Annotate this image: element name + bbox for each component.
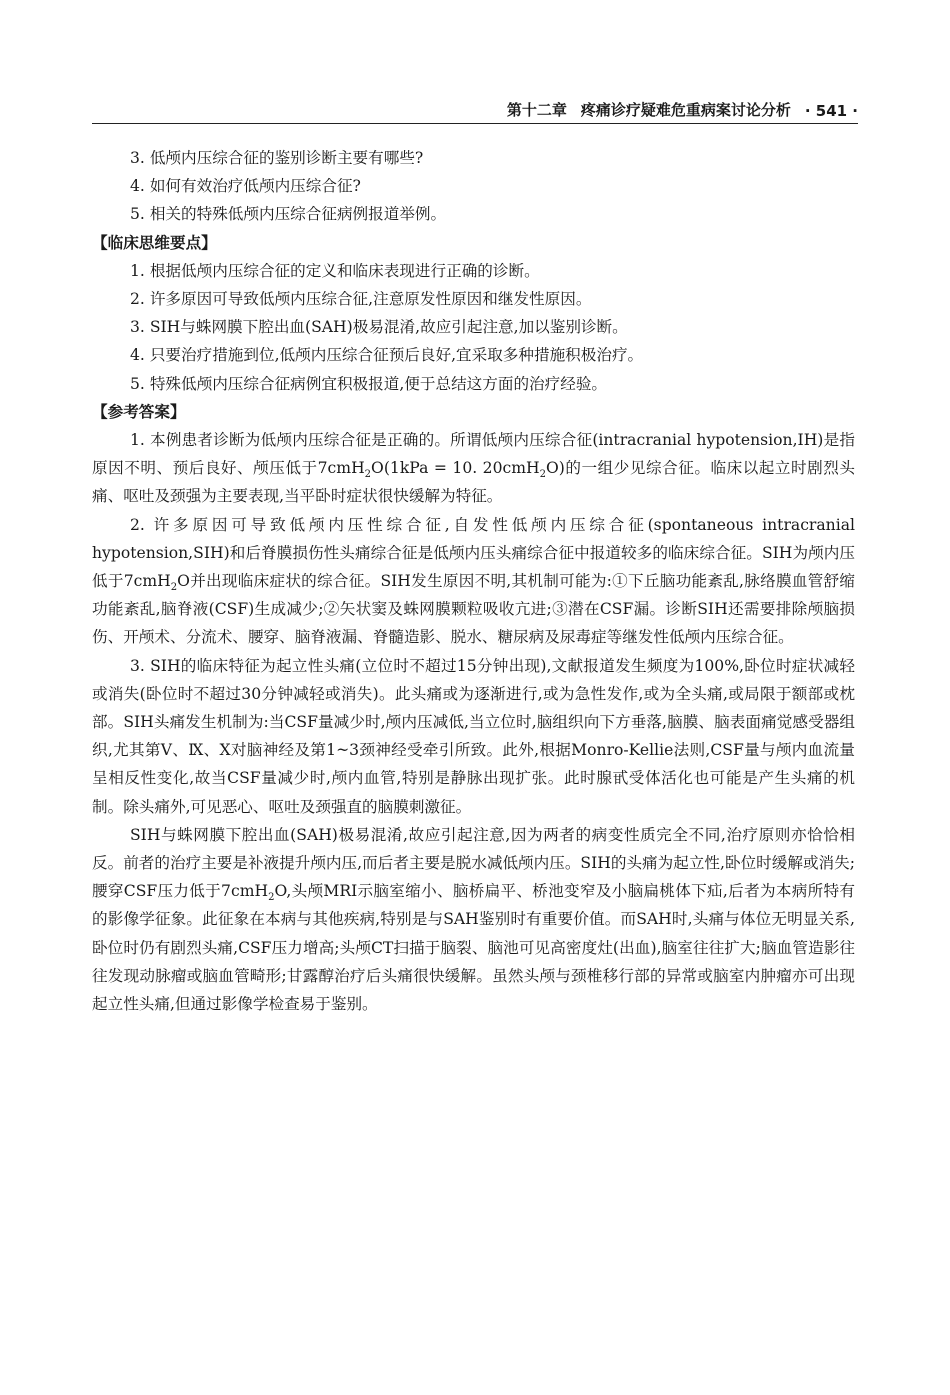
answer-paragraph-4: [92, 821, 855, 1018]
subscript: 2: [539, 469, 547, 481]
text-run: 1. 本例患者诊断为低颅内压综合征是正确的。所谓低颅内压综合征(intracranial hypotension,IH)是指原因不明、预后良好、颅压低于7cmH: [92, 431, 855, 478]
answer-paragraph-2: [92, 511, 855, 652]
question-item: 3. 低颅内压综合征的鉴别诊断主要有哪些?: [130, 149, 424, 167]
running-header: [92, 98, 858, 124]
reference-answer-heading: 【参考答案】: [92, 402, 186, 421]
subscript: 2: [364, 469, 372, 481]
thinking-point: 2. 许多原因可导致低颅内压综合征,注意原发性原因和继发性原因。: [130, 290, 592, 309]
thinking-point: 1. 根据低颅内压综合征的定义和临床表现进行正确的诊断。: [130, 261, 540, 280]
thinking-point: 4. 只要治疗措施到位,低颅内压综合征预后良好,宜采取多种措施积极治疗。: [130, 346, 644, 365]
page-body: [92, 144, 855, 1018]
page-number: · 541 ·: [804, 102, 858, 120]
chapter-title: 疼痛诊疗疑难危重病案讨论分析: [580, 101, 791, 119]
thinking-point: 3. SIH与蛛网膜下腔出血(SAH)极易混淆,故应引起注意,加以鉴别诊断。: [130, 318, 628, 337]
text-run: SIH与蛛网膜下腔出血(SAH)极易混淆,故应引起注意,因为两者的病变性质完全不同,治疗原则亦恰恰相反。前者的治疗主要是补液提升颅内压,而后者主要是脱水减低颅内压。SIH的头痛为起立性,卧位时缓解或消失;腰穿CSF压力低于7cmH: [92, 825, 855, 901]
chapter-label: 第十二章: [506, 101, 567, 119]
text-run: O(1kPa = 10. 20cmH: [371, 459, 540, 478]
answer-paragraph-1: [92, 426, 855, 511]
subscript: 2: [268, 892, 275, 904]
text-run: O,头颅MRI示脑室缩小、脑桥扁平、桥池变窄及小脑扁桃体下疝,后者为本病所特有的影像学征象。此征象在本病与其他疾病,特别是与SAH鉴别时有重要价值。而SAH时,头痛与体位无明显关系,卧位时仍有剧烈头痛,CSF压力增高;头颅CT扫描于脑裂、脑池可见高密度灶(出血),脑室往往扩大;脑血管造影往往发现动脉瘤或脑血管畸形;甘露醇治疗后头痛很快缓解。虽然头颅与颈椎移行部的异常或脑室内肿瘤亦可出现起立性头痛,但通过影像学检查易于鉴别。: [92, 882, 855, 1014]
text-run: O并出现临床症状的综合征。SIH发生原因不明,其机制可能为:①下丘脑功能紊乱,脉络膜血管舒缩功能紊乱,脑脊液(CSF)生成减少;②矢状窦及蛛网膜颗粒吸收亢进;③潜在CSF漏。诊断SIH还需要排除颅脑损伤、开颅术、分流术、腰穿、脑脊液漏、脊髓造影、脱水、糖尿病及尿毒症等继发性低颅内压综合征。: [92, 572, 855, 647]
thinking-point: 5. 特殊低颅内压综合征病例宜积极报道,便于总结这方面的治疗经验。: [130, 374, 608, 393]
answer-paragraph-3: 3. SIH的临床特征为起立性头痛(立位时不超过15分钟出现),文献报道发生频度为100%,卧位时症状减轻或消失(卧位时不超过30分钟减轻或消失)。此头痛或为逐渐进行,或为急性发作,或为全头痛,或局限于额部或枕部。SIH头痛发生机制为:当CSF量减少时,颅内压减低,当立位时,脑组织向下方垂落,脑膜、脑表面痛觉感受器组织,尤其第Ⅴ、Ⅸ、Ⅹ对脑神经及第1~3颈神经受牵引所致。此外,根据Monro-Kellie法则,CSF量与颅内血流量呈相反性变化,故当CSF量减少时,颅内血管,特别是静脉出现扩张。此时腺甙受体活化也可能是产生头痛的机制。除头痛外,可见恶心、呕吐及颈强直的脑膜刺激征。: [92, 656, 855, 816]
clinical-thinking-heading: 【临床思维要点】: [92, 233, 217, 252]
text-run: O)的一组少见综合征。临床以起立时剧烈头痛、呕吐及颈强为主要表现,当平卧时症状很快缓解为特征。: [92, 459, 855, 506]
subscript: 2: [170, 582, 178, 594]
text-run: 2. 许多原因可导致低颅内压性综合征,自发性低颅内压综合征(spontaneous intracranial hypotension,SIH)和后脊膜损伤性头痛综合征是低颅内压头痛综合征中报道较多的临床综合征。SIH为颅内压低于7cmH: [92, 515, 855, 591]
question-item: 5. 相关的特殊低颅内压综合征病例报道举例。: [130, 205, 447, 224]
question-item: 4. 如何有效治疗低颅内压综合征?: [130, 177, 361, 196]
